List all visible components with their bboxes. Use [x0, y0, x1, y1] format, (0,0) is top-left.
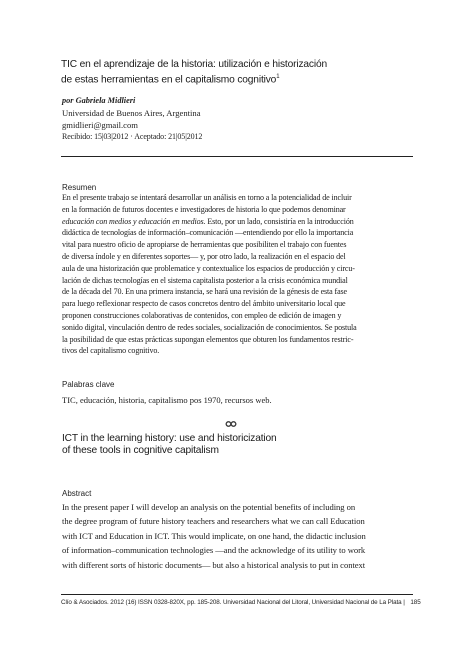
resumen-line: proponen construcciones colaborativas de contenidos, con empleo de edición de imagen y: [62, 310, 342, 320]
resumen-line: lación de dichas tecnologías en el sistema capitalista posterior a la crisis económica mundial: [62, 275, 348, 285]
title-en-line-1: ICT in the learning history: use and historicization: [62, 433, 277, 444]
resumen-heading: Resumen: [62, 183, 97, 192]
abstract-line: In the present paper I will develop an analysis on the potential benefits of including on: [62, 502, 356, 512]
footnote-mark: 1: [276, 74, 280, 81]
resumen-line: aula de una historización que problematice y contextualice los espacios de producción y circu-: [62, 263, 355, 273]
keywords-heading: Palabras clave: [62, 380, 115, 389]
footer-citation: Clío & Asociados. 2012 (16) ISSN 0328-820X, pp. 185-208. Universidad Nacional del Litoral, Universidad Nacional de La Plata: [61, 599, 402, 606]
header-divider: [61, 156, 413, 157]
abstract-line: with ICT and Education in ICT. This would implicate, on one hand, the didactic inclusion: [62, 530, 366, 541]
author-name: por Gabriela Midlieri: [62, 96, 136, 105]
author-affiliation: Universidad de Buenos Aires, Argentina: [62, 108, 201, 118]
abstract-body: [62, 500, 414, 572]
resumen-line: de diversa índole y en diferentes soportes— y, por otro lado, la realización en el espacio del: [62, 251, 346, 261]
resumen-line: de la década del 70. En una primera instancia, se hará una revisión de la génesis de esta fase: [62, 287, 347, 297]
page-number: 185: [410, 599, 421, 606]
title-en-line-2: of these tools in cognitive capitalism: [62, 445, 219, 457]
footer-divider: [61, 594, 413, 595]
resumen-line: vital para nuestro oficio de apropiarse de herramientas que posibiliten el trabajo con fuentes: [62, 240, 347, 250]
resumen-line: En el presente trabajo se intentará desarrollar un análisis en torno a la potencialidad de incluir: [62, 193, 352, 202]
resumen-line: didáctica de tecnologías de información–comunicación —entendiendo por ello la importancia: [62, 228, 354, 238]
article-title-spanish: [61, 59, 401, 87]
article-title-english: [62, 433, 402, 458]
abstract-line: the degree program of future history teachers and researchers what we can call Education: [62, 516, 365, 527]
footer-separator: |: [403, 599, 405, 606]
resumen-emphasis: educación con medios y educación en medios.: [62, 216, 206, 226]
abstract-heading: Abstract: [62, 489, 92, 498]
resumen-line: sonido digital, vinculación dentro de redes sociales, socialización de conocimientos. Se postula: [62, 322, 357, 332]
resumen-line: [62, 216, 414, 228]
keywords-text: TIC, educación, historia, capitalismo pos 1970, recursos web.: [62, 395, 272, 405]
author-email[interactable]: gmidlieri@gmail.com: [62, 120, 138, 130]
received-accepted-dates: Recibido: 15|03|2012 · Aceptado: 21|05|2012: [62, 132, 203, 141]
abstract-line: with different sorts of historic documents— but also a historical analysis to put in context: [62, 559, 366, 570]
page-footer: [61, 599, 421, 606]
section-ornament-icon: [224, 420, 238, 428]
title-line-2: [61, 71, 401, 87]
resumen-body: [62, 192, 414, 357]
title-line-2-text: de estas herramientas en el capitalismo cognitivo: [61, 74, 277, 86]
resumen-line: para luego reflexionar respecto de casos concretos dentro del ámbito universitario local que: [62, 299, 346, 309]
abstract-line: of information–communication technologies —and the acknowledge of its utility to work: [62, 545, 366, 556]
title-line-1: TIC en el aprendizaje de la historia: utilización e historización: [61, 59, 328, 70]
resumen-line: tivos del capitalismo cognitivo.: [62, 346, 160, 356]
resumen-line: en la formación de futuros docentes e investigadores de historia lo que podemos denominar: [62, 204, 346, 214]
resumen-line: la posibilidad de que estas prácticas supongan elementos que obturen los fundamentos restric-: [62, 334, 354, 344]
resumen-line-tail: Esto, por un lado, consistiría en la introducción: [205, 216, 354, 226]
